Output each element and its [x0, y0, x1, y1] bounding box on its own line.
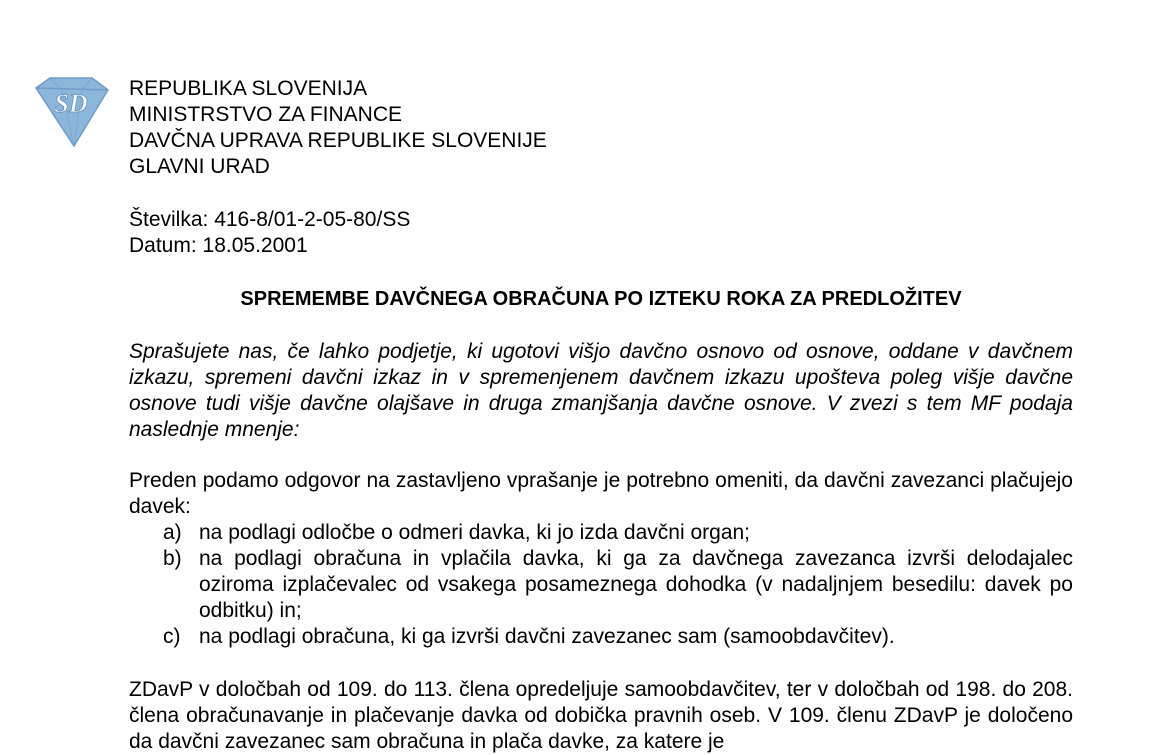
list-item [163, 624, 1073, 650]
header-line-office: GLAVNI URAD [129, 155, 270, 178]
payment-methods-list [163, 520, 1073, 650]
logo-letters: SD [54, 89, 88, 118]
intro-question: Sprašujete nas, če lahko podjetje, ki ugotovi višjo davčno osnovo od osnove, oddane v davčnem izkazu, spremeni davčni izkaz in v spremenjenem davčnem izkazu upošteva poleg višje davčne osnove tudi višje davčne olajšave in druga zmanjšanja davčne osnove. V zvezi s tem MF podaja naslednje mnenje: [129, 340, 1073, 441]
document-number: Številka: 416-8/01-2-05-80/SS [129, 208, 411, 231]
list-item [163, 546, 1073, 624]
list-marker: b) [163, 547, 182, 570]
list-marker: c) [163, 625, 181, 648]
list-text: na podlagi obračuna, ki ga izvrši davčni zavezanec sam (samoobdavčitev). [199, 625, 895, 648]
list-marker: a) [163, 521, 182, 544]
list-text: na podlagi odločbe o odmeri davka, ki jo izda davčni organ; [199, 521, 751, 544]
paragraph-tax-payment: Preden podamo odgovor na zastavljeno vprašanje je potrebno omeniti, da davčni zavezanci plačujejo davek: [129, 469, 1073, 518]
header-line-ministry: MINISTRSTVO ZA FINANCE [129, 103, 403, 126]
document-date: Datum: 18.05.2001 [129, 234, 308, 257]
header-line-tax-administration: DAVČNA UPRAVA REPUBLIKE SLOVENIJE [129, 129, 547, 152]
document-meta [129, 207, 410, 259]
list-text: na podlagi obračuna in vplačila davka, ki ga za davčnega zavezanca izvrši delodajalec oziroma izplačevalec od vsakega posameznega dohodka (v nadaljnjem besedilu: davek po odbitku) in; [199, 547, 1073, 622]
header-line-country: REPUBLIKA SLOVENIJA [129, 77, 368, 100]
list-item [163, 520, 1073, 546]
paragraph-zdavp: ZDavP v določbah od 109. do 113. člena opredeljuje samoobdavčitev, ter v določbah od 198. do 208. člena obračunavanje in plačevanje davka od dobička pravnih oseb. V 109. členu ZDavP je določeno da davčni zavezanec sam obračuna in plača davke, za katere je [129, 678, 1073, 753]
tax-administration-logo [28, 76, 112, 150]
document-title: SPREMEMBE DAVČNEGA OBRAČUNA PO IZTEKU ROKA ZA PREDLOŽITEV [240, 288, 962, 310]
letterhead [129, 76, 547, 180]
